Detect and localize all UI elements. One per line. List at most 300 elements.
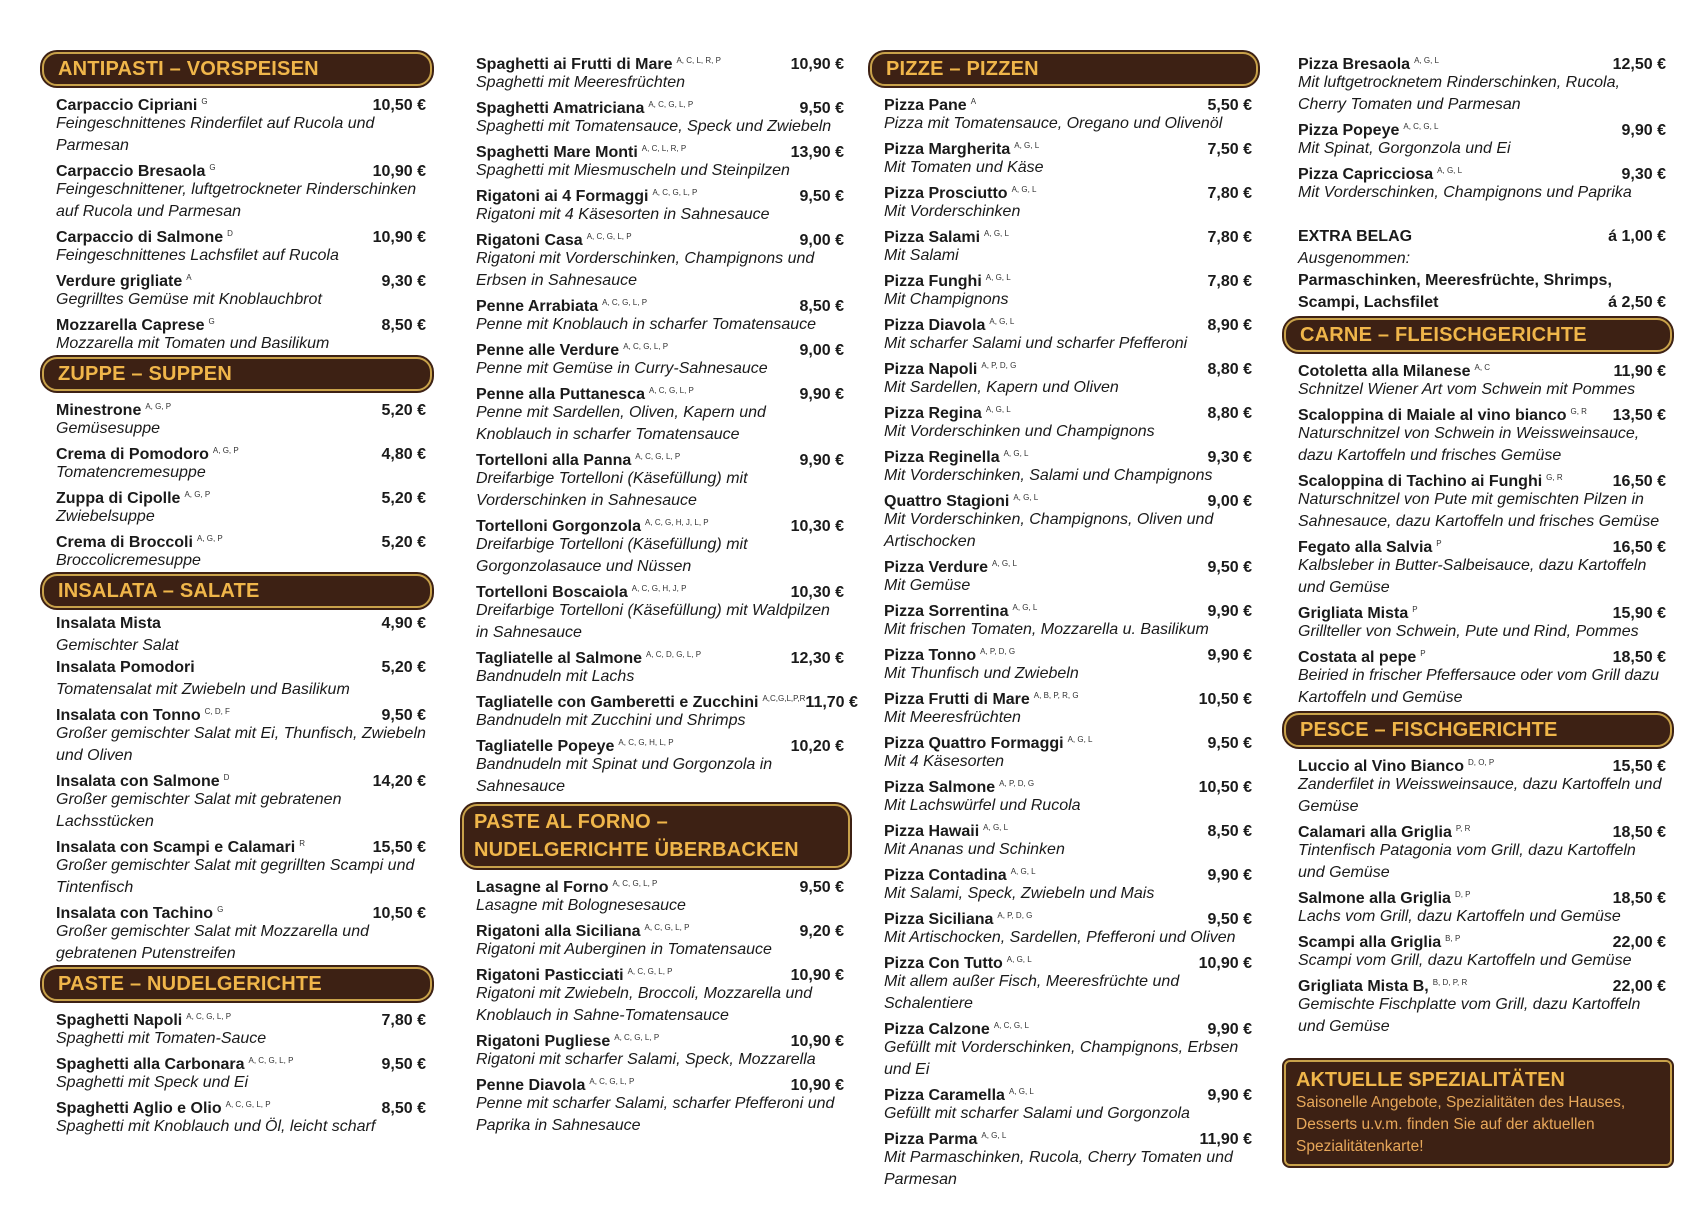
allergen-codes: P [1436, 539, 1442, 548]
menu-item [476, 961, 844, 1027]
menu-item-price: 9,30 € [1207, 449, 1252, 466]
menu-item-name: Spaghetti Napoli [56, 1012, 183, 1029]
menu-item-price: 18,50 € [1612, 824, 1666, 841]
menu-item-price: 5,20 € [381, 402, 426, 419]
menu-item-name: Costata al pepe [1298, 649, 1417, 666]
menu-item-price: 10,50 € [1198, 779, 1252, 796]
menu-item-name: Pizza Regina [884, 405, 982, 422]
allergen-codes: A, C, G, L [1403, 122, 1439, 131]
menu-item-price: 9,00 € [1207, 493, 1252, 510]
allergen-codes: A, C, G, L, P [644, 923, 690, 932]
menu-item-description: Gegrilltes Gemüse mit Knoblauchbrot [56, 291, 322, 308]
menu-item-description: Mit Sardellen, Kapern und Oliven [884, 379, 1119, 396]
menu-item-name: Carpaccio di Salmone [56, 229, 224, 246]
menu-item-name: Penne alle Verdure [476, 342, 620, 359]
menu-item-name: Penne alla Puttanesca [476, 386, 645, 403]
menu-item-description: Gemischter Salat [56, 637, 179, 654]
menu-item-description: Mit Thunfisch und Zwiebeln [884, 665, 1079, 682]
menu-item-name: Tagliatelle con Gamberetti e Zucchini [476, 694, 759, 711]
section-header: PASTE AL FORNO – NUDELGERICHTE ÜBERBACKEN [462, 804, 850, 868]
menu-item [884, 91, 1252, 135]
allergen-codes: G, R [1570, 407, 1587, 416]
menu-item-description: Beiried in frischer Pfeffersauce oder vom Grill dazu Kartoffeln und Gemüse [1298, 667, 1660, 706]
allergen-codes: G, R [1546, 473, 1563, 482]
menu-item-name: Insalata Mista [56, 615, 161, 632]
menu-item [56, 311, 426, 355]
menu-item [56, 157, 426, 223]
menu-item-price: 10,30 € [790, 584, 844, 601]
menu-item-name: Pizza Popeye [1298, 122, 1400, 139]
menu-item [1298, 643, 1666, 709]
allergen-codes: A, G, P [145, 402, 172, 411]
menu-item-description: Naturschnitzel von Pute mit gemischten Pilzen in Sahnesauce, dazu Kartoffeln und frisches Gemüse [1298, 491, 1660, 530]
allergen-codes: D, O, P [1467, 758, 1495, 767]
menu-item-description: Bandnudeln mit Zucchini und Shrimps [476, 712, 746, 729]
allergen-codes: D, P [1454, 890, 1471, 899]
menu-item-price: 9,90 € [1621, 122, 1666, 139]
menu-item-description: Mit 4 Käsesorten [884, 753, 1005, 770]
menu-item-price: 9,50 € [381, 707, 426, 724]
menu-item-description: Zanderfilet in Weissweinsauce, dazu Kartoffeln und Gemüse [1298, 776, 1662, 815]
menu-item-description: Mit allem außer Fisch, Meeresfrüchte und Schalentiere [884, 973, 1180, 1012]
menu-item-price: 10,90 € [790, 56, 844, 73]
extra-topping [1282, 204, 1674, 314]
menu-item-name: Grigliata Mista B, [1298, 978, 1429, 995]
menu-item-price: 9,90 € [1207, 1021, 1252, 1038]
menu-item [56, 1094, 426, 1138]
section-zuppe [40, 357, 434, 572]
menu-item-description: Gemüsesuppe [56, 420, 161, 437]
allergen-codes: A, C, G, H, L, P [618, 738, 674, 747]
menu-item-price: 9,20 € [799, 923, 844, 940]
menu-item-description: Mit Vorderschinken, Champignons, Oliven und Artischocken [884, 511, 1214, 550]
allergen-codes: A, C, G, H, J, L, P [645, 518, 709, 527]
menu-item-name: Verdure grigliate [56, 273, 183, 290]
allergen-codes: A, C, G, L, P [602, 298, 648, 307]
menu-item-price: 10,50 € [372, 97, 426, 114]
allergen-codes: A, G, L [1008, 1087, 1034, 1096]
allergen-codes: A, C, G, L, P [612, 879, 658, 888]
allergen-codes: G [209, 163, 216, 172]
section-header: CARNE – FLEISCHGERICHTE [1284, 318, 1672, 352]
menu-item [56, 701, 426, 767]
menu-item-description: Lasagne mit Bolognesesauce [476, 897, 686, 914]
menu-item-price: 9,50 € [1207, 559, 1252, 576]
allergen-codes: B, P [1445, 934, 1461, 943]
menu-item-description: Mit Meeresfrüchten [884, 709, 1021, 726]
menu-item-price: 18,50 € [1612, 649, 1666, 666]
menu-item [884, 223, 1252, 267]
menu-item-price: 10,90 € [1198, 955, 1252, 972]
section-header: PESCE – FISCHGERICHTE [1284, 713, 1672, 747]
menu-item-price: 9,90 € [799, 452, 844, 469]
allergen-codes: A, G, P [184, 490, 211, 499]
menu-item-description: Großer gemischter Salat mit gebratenen Lachsstücken [56, 791, 342, 830]
menu-item-price: 14,20 € [372, 773, 426, 790]
menu-item-price: 13,90 € [790, 144, 844, 161]
menu-item-description: Feingeschnittener, luftgetrockneter Rinderschinken auf Rucola und Parmesan [56, 181, 417, 220]
menu-column-1 [40, 50, 434, 1138]
menu-item [884, 135, 1252, 179]
menu-item-description: Tomatensalat mit Zwiebeln und Basilikum [56, 681, 350, 698]
menu-item-price: 12,50 € [1612, 56, 1666, 73]
menu-item-price: 9,50 € [799, 879, 844, 896]
menu-item [884, 817, 1252, 861]
allergen-codes: A, C, L, R, P [641, 144, 687, 153]
menu-item-description: Dreifarbige Tortelloni (Käsefüllung) mit Waldpilzen in Sahnesauce [476, 602, 830, 641]
allergen-codes: A, G, L [1014, 141, 1040, 150]
menu-item-price: 9,50 € [799, 188, 844, 205]
menu-item-price: 9,90 € [1207, 647, 1252, 664]
menu-item-name: Pizza Capricciosa [1298, 166, 1434, 183]
section-pizze [868, 52, 1260, 1191]
menu-item [1298, 357, 1666, 401]
menu-item [476, 1027, 844, 1071]
section-paste-continued [460, 50, 858, 798]
menu-item-price: 10,90 € [790, 1077, 844, 1094]
menu-item [476, 578, 844, 644]
allergen-codes: A, C, G, L, P [586, 232, 632, 241]
menu-column-3 [868, 50, 1260, 1191]
allergen-codes: A, P, D, G [997, 911, 1033, 920]
menu-item [1298, 50, 1666, 116]
menu-item [476, 94, 844, 138]
menu-item [476, 732, 844, 798]
menu-item-name: Pizza Bresaola [1298, 56, 1411, 73]
specials-text: Saisonelle Angebote, Spezialitäten des Hauses, Desserts u.v.m. finden Sie auf der aktuellen Spezialitätenkarte! [1296, 1094, 1626, 1155]
extra-topping-price: á 1,00 € [1608, 228, 1666, 245]
menu-item [1298, 467, 1666, 533]
menu-item-description: Mit Lachswürfel und Rucola [884, 797, 1081, 814]
menu-item [56, 484, 426, 528]
menu-item-name: Pizza Margherita [884, 141, 1011, 158]
allergen-codes: A, P, D, G [980, 647, 1016, 656]
menu-item-description: Pizza mit Tomatensauce, Oregano und Olivenöl [884, 115, 1223, 132]
menu-item-price: 8,50 € [799, 298, 844, 315]
allergen-codes: A, C, G, L, P [635, 452, 681, 461]
menu-item-description: Großer gemischter Salat mit gegrillten Scampi und Tintenfisch [56, 857, 415, 896]
menu-item-price: 16,50 € [1612, 473, 1666, 490]
menu-item-price: 10,30 € [790, 518, 844, 535]
menu-item-description: Lachs vom Grill, dazu Kartoffeln und Gemüse [1298, 908, 1621, 925]
menu-item [884, 685, 1252, 729]
menu-item-name: Scaloppina di Tachino ai Funghi [1298, 473, 1543, 490]
allergen-codes: A, G, L [989, 317, 1015, 326]
menu-column-4 [1282, 50, 1674, 1166]
menu-item-name: Lasagne al Forno [476, 879, 609, 896]
menu-item-description: Dreifarbige Tortelloni (Käsefüllung) mit Vorderschinken in Sahnesauce [476, 470, 748, 509]
menu-item [884, 553, 1252, 597]
menu-item-description: Mit frischen Tomaten, Mozzarella u. Basilikum [884, 621, 1209, 638]
menu-item [884, 1081, 1252, 1125]
menu-item-price: 5,20 € [381, 534, 426, 551]
allergen-codes: A,C,G,L,P,R [762, 694, 806, 703]
allergen-codes: A, G, L [983, 823, 1009, 832]
menu-item-name: Pizza Quattro Formaggi [884, 735, 1064, 752]
menu-item-description: Großer gemischter Salat mit Ei, Thunfisch, Zwiebeln und Oliven [56, 725, 426, 764]
allergen-codes: A, C, G, L, P [648, 100, 694, 109]
menu-item-name: Pizza Frutti di Mare [884, 691, 1030, 708]
menu-item-name: Minestrone [56, 402, 142, 419]
menu-item-price: 9,50 € [1207, 735, 1252, 752]
section-paste [40, 967, 434, 1138]
menu-item [1298, 928, 1666, 972]
menu-item-description: Gemischte Fischplatte vom Grill, dazu Kartoffeln und Gemüse [1298, 996, 1641, 1035]
menu-item-description: Penne mit Knoblauch in scharfer Tomatensauce [476, 316, 817, 333]
menu-item-name: Tagliatelle Popeye [476, 738, 615, 755]
menu-item-description: Rigatoni mit Vorderschinken, Champignons und Erbsen in Sahnesauce [476, 250, 815, 289]
menu-item-description: Rigatoni mit scharfer Salami, Speck, Mozzarella [476, 1051, 816, 1068]
allergen-codes: A [970, 97, 977, 106]
menu-item [884, 861, 1252, 905]
menu-item-name: Pizza Napoli [884, 361, 978, 378]
menu-item-price: 8,50 € [381, 317, 426, 334]
allergen-codes: A, C, G, L, P [589, 1077, 635, 1086]
menu-column-2 [460, 50, 858, 1137]
extra-topping-exceptions-2: Scampi, Lachsfilet [1298, 294, 1439, 311]
menu-item-name: Zuppa di Cipolle [56, 490, 181, 507]
menu-item-price: 7,80 € [1207, 185, 1252, 202]
menu-item-description: Mit Vorderschinken, Salami und Champignons [884, 467, 1213, 484]
menu-item [884, 443, 1252, 487]
menu-item-description: Mit Salami [884, 247, 959, 264]
menu-item-name: Pizza Tonno [884, 647, 977, 664]
menu-item-name: Pizza Reginella [884, 449, 1000, 466]
menu-item-name: Spaghetti Aglio e Olio [56, 1100, 222, 1117]
allergen-codes: A, C, D, G, L, P [645, 650, 702, 659]
allergen-codes: A, G, P [212, 446, 239, 455]
section-header: ANTIPASTI – VORSPEISEN [42, 52, 432, 86]
menu-item-description: Zwiebelsuppe [56, 508, 155, 525]
menu-item [476, 138, 844, 182]
menu-item-name: Quattro Stagioni [884, 493, 1010, 510]
menu-item [476, 182, 844, 226]
allergen-codes: A, G, L [1012, 603, 1038, 612]
menu-item-price: 8,50 € [381, 1100, 426, 1117]
menu-item [56, 440, 426, 484]
menu-item-description: Penne mit Gemüse in Curry-Sahnesauce [476, 360, 768, 377]
menu-item-price: 15,50 € [1612, 758, 1666, 775]
menu-item-price: 7,50 € [1207, 141, 1252, 158]
menu-item-price: 11,90 € [1613, 363, 1666, 380]
menu-item-description: Mozzarella mit Tomaten und Basilikum [56, 335, 330, 352]
menu-item-name: Insalata con Salmone [56, 773, 220, 790]
menu-item-description: Mit Vorderschinken und Champignons [884, 423, 1155, 440]
menu-item-price: 5,20 € [381, 659, 426, 676]
allergen-codes: A, G, L [1067, 735, 1093, 744]
menu-item-name: Rigatoni ai 4 Formaggi [476, 188, 649, 205]
menu-item-name: Insalata con Scampi e Calamari [56, 839, 296, 856]
allergen-codes: G [208, 317, 215, 326]
menu-item [1298, 818, 1666, 884]
menu-item [884, 949, 1252, 1015]
allergen-codes: A, G, L [985, 273, 1011, 282]
menu-item-name: Insalata con Tonno [56, 707, 201, 724]
menu-item-price: 10,90 € [790, 967, 844, 984]
menu-item-price: 4,90 € [381, 615, 426, 632]
menu-item-name: Spaghetti Mare Monti [476, 144, 638, 161]
menu-item-name: Rigatoni Pugliese [476, 1033, 611, 1050]
menu-item-name: Scaloppina di Maiale al vino bianco [1298, 407, 1567, 424]
menu-item-description: Mit Parmaschinken, Rucola, Cherry Tomaten und Parmesan [884, 1149, 1233, 1188]
allergen-codes: A, G, L [1437, 166, 1463, 175]
menu-item-price: 9,50 € [381, 1056, 426, 1073]
menu-item-price: 11,70 € [805, 694, 858, 711]
menu-item-description: Spaghetti mit Tomaten-Sauce [56, 1030, 267, 1047]
menu-item-price: 8,90 € [1207, 317, 1252, 334]
section-paste-al-forno [460, 804, 852, 1137]
menu-item-description: Rigatoni mit Zwiebeln, Broccoli, Mozzarella und Knoblauch in Sahne-Tomatensauce [476, 985, 813, 1024]
menu-item [1298, 116, 1666, 160]
menu-item-name: Tagliatelle al Salmone [476, 650, 642, 667]
menu-item-price: 9,30 € [1621, 166, 1666, 183]
menu-item-price: 7,80 € [1207, 273, 1252, 290]
extra-topping-note: Ausgenommen: [1298, 250, 1411, 267]
menu-item-name: Insalata con Tachino [56, 905, 214, 922]
menu-item-name: Spaghetti alla Carbonara [56, 1056, 245, 1073]
menu-item-price: 9,90 € [1207, 603, 1252, 620]
allergen-codes: A, C, L, R, P [676, 56, 721, 65]
menu-item-name: Tortelloni Boscaiola [476, 584, 628, 601]
menu-item-description: Rigatoni mit Auberginen in Tomatensauce [476, 941, 772, 958]
menu-item-description: Scampi vom Grill, dazu Kartoffeln und Gemüse [1298, 952, 1632, 969]
menu-item [884, 729, 1252, 773]
allergen-codes: A, C, G, L, P [623, 342, 669, 351]
allergen-codes: G [201, 97, 208, 106]
menu-item-description: Bandnudeln mit Lachs [476, 668, 635, 685]
menu-item-description: Mit Artischocken, Sardellen, Pfefferoni und Oliven [884, 929, 1236, 946]
menu-item-name: Pizza Funghi [884, 273, 982, 290]
menu-item [884, 267, 1252, 311]
allergen-codes: A, C, G, L [993, 1021, 1029, 1030]
menu-item [884, 641, 1252, 685]
allergen-codes: A, C, G, L, P [186, 1012, 232, 1021]
allergen-codes: A, G, L [1013, 493, 1039, 502]
menu-item-description: Spaghetti mit Speck und Ei [56, 1074, 249, 1091]
menu-item-name: Pizza Parma [884, 1131, 978, 1148]
menu-item [884, 399, 1252, 443]
section-antipasti [40, 52, 434, 355]
menu-item-name: Spaghetti ai Frutti di Mare [476, 56, 673, 73]
menu-item-price: 9,50 € [1207, 911, 1252, 928]
menu-item-description: Mit Vorderschinken [884, 203, 1021, 220]
allergen-codes: P [1412, 605, 1418, 614]
allergen-codes: A, G, P [196, 534, 223, 543]
menu-item-name: Fegato alla Salvia [1298, 539, 1433, 556]
allergen-codes: P, R [1455, 824, 1471, 833]
menu-item [1298, 599, 1666, 643]
specials-box [1284, 1060, 1672, 1166]
menu-item-description: Mit Vorderschinken, Champignons und Paprika [1298, 184, 1632, 201]
menu-item-description: Penne mit scharfer Salami, scharfer Pfefferoni und Paprika in Sahnesauce [476, 1095, 835, 1134]
menu-item-price: 12,30 € [790, 650, 844, 667]
menu-item-price: 10,50 € [372, 905, 426, 922]
menu-item [884, 905, 1252, 949]
menu-item-name: Carpaccio Cipriani [56, 97, 198, 114]
menu-item-price: 9,00 € [799, 232, 844, 249]
section-pesce [1282, 713, 1674, 1038]
menu-item-price: 5,20 € [381, 490, 426, 507]
menu-item-name: Penne Diavola [476, 1077, 586, 1094]
menu-item-description: Mit Salami, Speck, Zwiebeln und Mais [884, 885, 1155, 902]
menu-item-price: 22,00 € [1612, 978, 1666, 995]
allergen-codes: A, G, L [981, 1131, 1007, 1140]
menu-item-price: 5,50 € [1207, 97, 1252, 114]
menu-item-description: Mit Tomaten und Käse [884, 159, 1044, 176]
section-insalata [40, 574, 434, 965]
menu-item [884, 597, 1252, 641]
allergen-codes: A, C, G, H, J, P [631, 584, 687, 593]
menu-item [476, 917, 844, 961]
menu-item-price: 18,50 € [1612, 890, 1666, 907]
menu-item-name: Penne Arrabiata [476, 298, 599, 315]
menu-item [884, 487, 1252, 553]
menu-item-name: Pizza Prosciutto [884, 185, 1008, 202]
menu-item-description: Mit scharfer Salami und scharfer Pfefferoni [884, 335, 1188, 352]
menu-item-description: Spaghetti mit Miesmuscheln und Steinpilzen [476, 162, 790, 179]
menu-item-description: Dreifarbige Tortelloni (Käsefüllung) mit Gorgonzolasauce und Nüssen [476, 536, 748, 575]
menu-item-price: 15,90 € [1612, 605, 1666, 622]
menu-item-name: Rigatoni Pasticciati [476, 967, 624, 984]
menu-item-price: 9,90 € [1207, 867, 1252, 884]
menu-item [476, 50, 844, 94]
menu-item-price: 9,00 € [799, 342, 844, 359]
menu-item [884, 311, 1252, 355]
menu-item-price: 10,90 € [372, 163, 426, 180]
menu-item [56, 767, 426, 833]
menu-item-name: Pizza Salami [884, 229, 981, 246]
allergen-codes: A, C, G, L, P [248, 1056, 294, 1065]
menu-item-description: Gefüllt mit scharfer Salami und Gorgonzola [884, 1105, 1190, 1122]
menu-item-name: Pizza Siciliana [884, 911, 994, 928]
menu-item-name: Crema di Broccoli [56, 534, 193, 551]
menu-item-name: Carpaccio Bresaola [56, 163, 206, 180]
menu-item-description: Mit Ananas und Schinken [884, 841, 1065, 858]
allergen-codes: A, P, D, G [981, 361, 1017, 370]
menu-item-description: Broccolicremesuppe [56, 552, 201, 569]
menu-item [56, 613, 426, 657]
menu-item-name: Pizza Sorrentina [884, 603, 1009, 620]
menu-item-description: Tomatencremesuppe [56, 464, 206, 481]
allergen-codes: A, C, G, L, P [652, 188, 698, 197]
menu-item-name: Crema di Pomodoro [56, 446, 209, 463]
menu-item [884, 1015, 1252, 1081]
section-header: ZUPPE – SUPPEN [42, 357, 432, 391]
allergen-codes: A, P, D, G [999, 779, 1035, 788]
menu-item-name: Grigliata Mista [1298, 605, 1409, 622]
menu-item-description: Spaghetti mit Tomatensauce, Speck und Zwiebeln [476, 118, 832, 135]
menu-item [476, 446, 844, 512]
menu-item-name: Pizza Pane [884, 97, 967, 114]
menu-item-name: Pizza Contadina [884, 867, 1007, 884]
menu-item-price: 8,80 € [1207, 361, 1252, 378]
menu-item-description: Spaghetti mit Knoblauch und Öl, leicht scharf [56, 1118, 376, 1135]
menu-item-price: 9,90 € [1207, 1087, 1252, 1104]
menu-item [884, 773, 1252, 817]
menu-item-description: Mit luftgetrocknetem Rinderschinken, Rucola, Cherry Tomaten und Parmesan [1298, 74, 1620, 113]
menu-item [476, 688, 858, 732]
menu-item [884, 355, 1252, 399]
allergen-codes: A, C, G, L, P [225, 1100, 271, 1109]
menu-item-description: Schnitzel Wiener Art vom Schwein mit Pommes [1298, 381, 1636, 398]
allergen-codes: A, G, L [1414, 56, 1439, 65]
menu-item-name: Cotoletta alla Milanese [1298, 363, 1471, 380]
allergen-codes: A, C, G, L, P [648, 386, 694, 395]
menu-item-price: 8,80 € [1207, 405, 1252, 422]
menu-item-name: Scampi alla Griglia [1298, 934, 1442, 951]
menu-item [476, 512, 844, 578]
menu-item-name: Insalata Pomodori [56, 659, 195, 676]
